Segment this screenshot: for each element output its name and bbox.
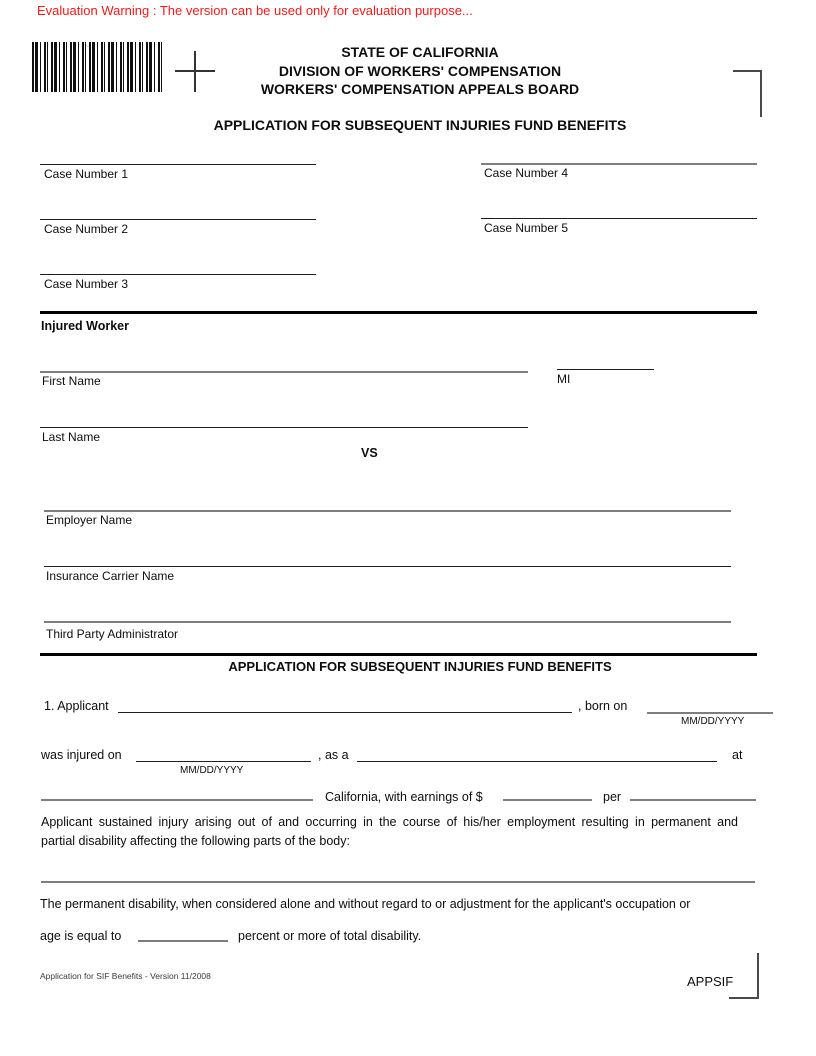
earnings-label: California, with earnings of $: [325, 790, 483, 804]
case-number-2-field[interactable]: [40, 219, 316, 220]
last-name-label: Last Name: [42, 430, 101, 444]
evaluation-warning-text: Evaluation Warning : The version can be used only for evaluation purpose...: [37, 3, 473, 18]
applicant-name-field[interactable]: [118, 712, 572, 713]
injury-description-line1: Applicant sustained injury arising out of and occurring in the course of his/her employment resulting in permanent and: [41, 815, 738, 829]
injury-location-field[interactable]: [41, 799, 313, 801]
last-name-field[interactable]: [40, 427, 528, 428]
application-section-title: APPLICATION FOR SUBSEQUENT INJURIES FUND BENEFITS: [228, 659, 612, 674]
case-number-1-field[interactable]: [40, 164, 316, 165]
age-percentage-field[interactable]: [138, 940, 228, 942]
as-a-label: , as a: [318, 748, 349, 762]
third-party-admin-label: Third Party Administrator: [46, 627, 179, 641]
employer-name-field[interactable]: [44, 510, 731, 512]
third-party-admin-field[interactable]: [44, 621, 731, 623]
birth-date-format-hint: MM/DD/YYYY: [681, 716, 745, 727]
agency-header-line2: DIVISION OF WORKERS' COMPENSATION: [278, 62, 562, 79]
first-name-field[interactable]: [40, 371, 528, 373]
born-on-label: , born on: [578, 699, 628, 713]
earnings-period-field[interactable]: [630, 799, 756, 801]
middle-initial-label: MI: [557, 372, 571, 386]
first-name-label: First Name: [42, 374, 101, 388]
case-number-5-label: Case Number 5: [484, 221, 569, 235]
form-title: APPLICATION FOR SUBSEQUENT INJURIES FUND BENEFITS: [213, 117, 627, 133]
percent-label: percent or more of total disability.: [238, 929, 422, 943]
case-number-3-field[interactable]: [40, 274, 316, 275]
case-number-4-field[interactable]: [481, 163, 757, 165]
form-code-label: APPSIF: [687, 974, 734, 989]
section-divider-bottom: [40, 653, 757, 656]
middle-initial-field[interactable]: [557, 369, 654, 370]
agency-header-line3: WORKERS' COMPENSATION APPEALS BOARD: [260, 81, 580, 97]
case-number-3-label: Case Number 3: [44, 277, 129, 291]
agency-header: [24, 43, 816, 99]
birth-date-field[interactable]: [647, 712, 773, 714]
body-parts-field[interactable]: [41, 881, 755, 883]
case-number-5-field[interactable]: [481, 218, 757, 219]
case-number-2-label: Case Number 2: [44, 222, 129, 236]
agency-header-line1: STATE OF CALIFORNIA: [341, 44, 499, 60]
footer-version-text: Application for SIF Benefits - Version 11/2008: [40, 971, 211, 981]
case-number-1-label: Case Number 1: [44, 167, 129, 181]
injury-description-line2: partial disability affecting the following parts of the body:: [41, 834, 350, 848]
case-number-4-label: Case Number 4: [484, 166, 569, 180]
insurance-carrier-label: Insurance Carrier Name: [46, 569, 175, 583]
applicant-prefix-label: 1. Applicant: [44, 699, 109, 713]
injury-date-format-hint: MM/DD/YYYY: [180, 765, 244, 776]
per-label: per: [603, 790, 622, 804]
disability-paragraph: The permanent disability, when considered alone and without regard to or adjustment for the applicant's occupation or: [40, 897, 691, 911]
injured-worker-section-title: Injured Worker: [41, 319, 129, 333]
occupation-field[interactable]: [357, 761, 717, 762]
employer-name-label: Employer Name: [46, 513, 133, 527]
section-divider-top: [40, 311, 757, 314]
age-equal-label: age is equal to: [40, 929, 122, 943]
at-label: at: [732, 748, 743, 762]
insurance-carrier-field[interactable]: [44, 566, 731, 567]
earnings-amount-field[interactable]: [503, 799, 592, 801]
versus-label: VS: [361, 446, 378, 460]
crop-mark-bottom-right: [729, 953, 759, 999]
injured-on-label: was injured on: [41, 748, 122, 762]
injury-date-field[interactable]: [136, 761, 311, 762]
